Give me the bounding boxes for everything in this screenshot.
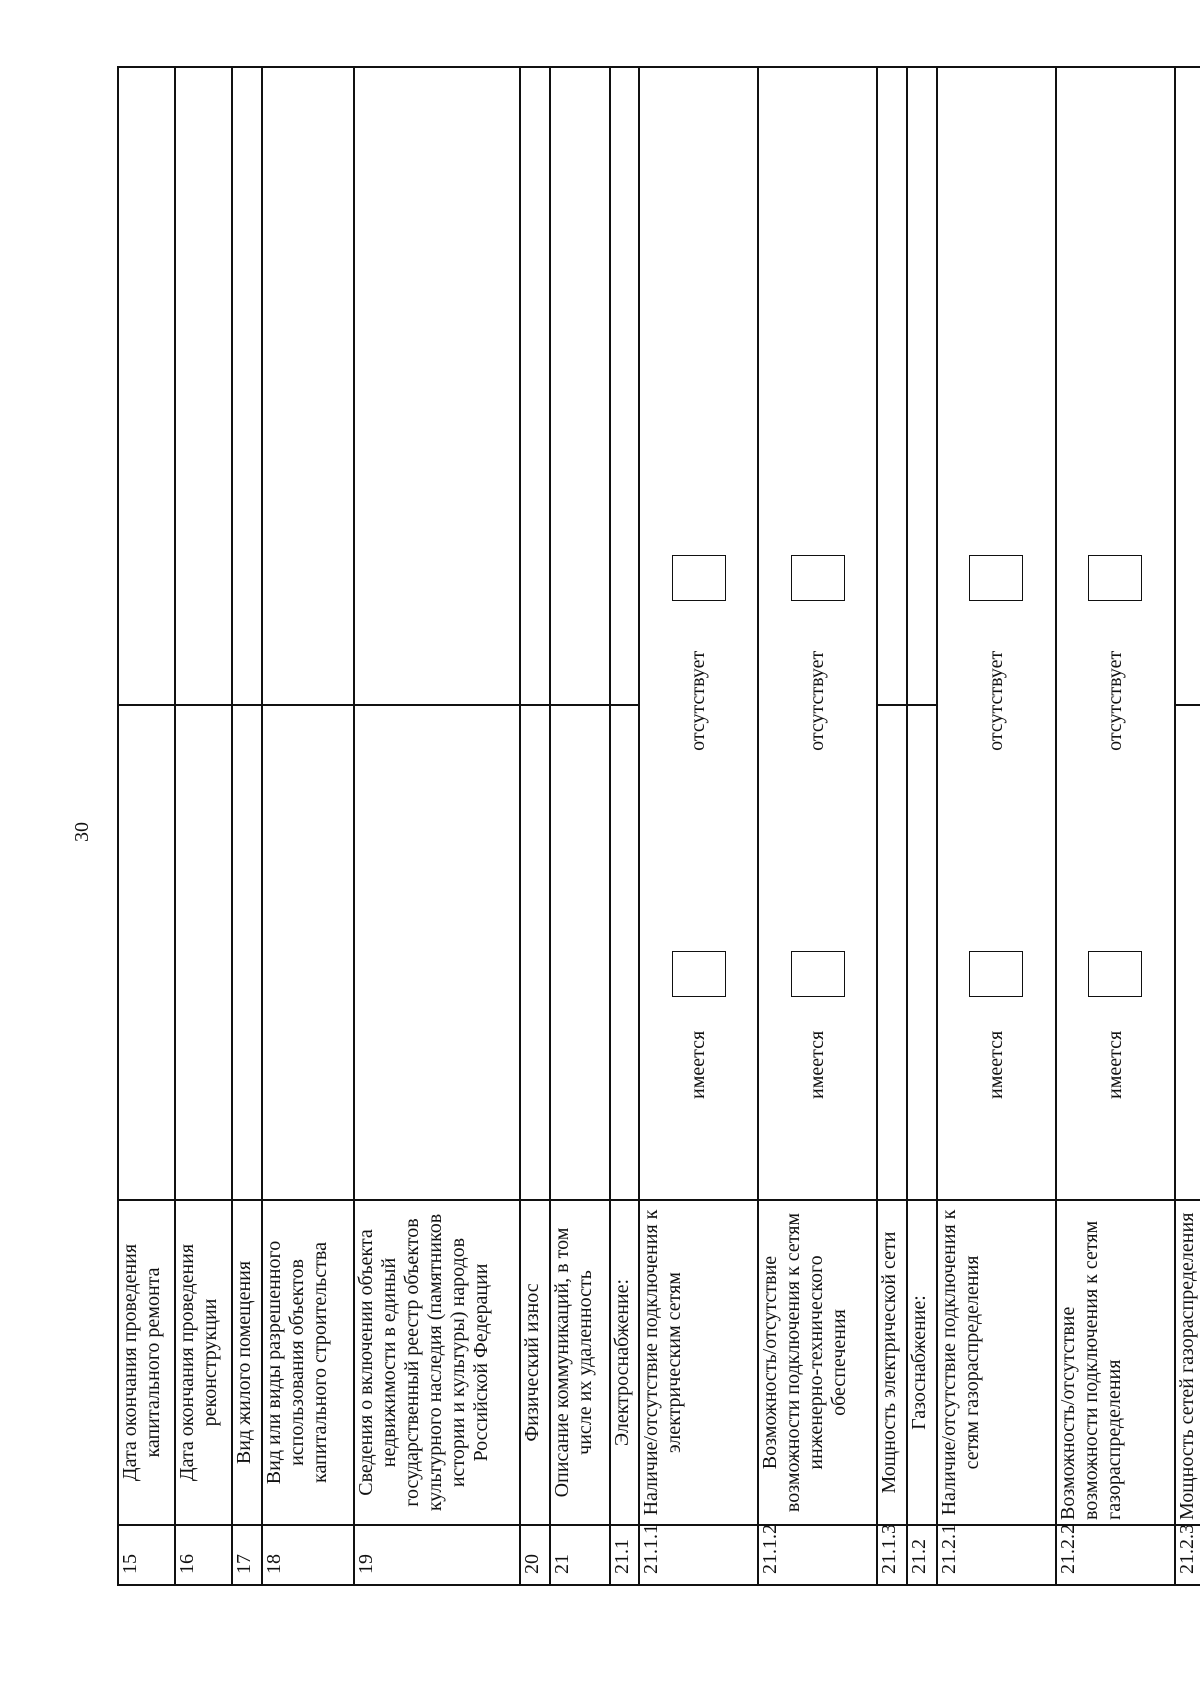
row-label: Газоснабжение: bbox=[907, 1200, 937, 1525]
option-no-label: отсутствует bbox=[687, 650, 710, 751]
value-cell-right[interactable] bbox=[907, 67, 937, 705]
options-cell bbox=[937, 67, 1056, 1200]
row-label: Возможность/отсутствие возможности подключения к сетям инженерно-технического обеспечения bbox=[758, 1200, 877, 1525]
option-yes-label: имеется bbox=[984, 1030, 1007, 1099]
table-row bbox=[550, 67, 610, 1585]
value-cell-left[interactable] bbox=[520, 705, 550, 1200]
row-label: Мощность сетей газораспределения bbox=[1175, 1200, 1200, 1525]
options-cell bbox=[1056, 67, 1175, 1200]
row-number: 21.1.3 bbox=[877, 1525, 907, 1585]
row-number: 21 bbox=[550, 1525, 610, 1585]
row-label: Наличие/отсутствие подключения к сетям газораспределения bbox=[937, 1200, 1056, 1525]
checkbox-yes[interactable] bbox=[969, 951, 1023, 997]
table-row bbox=[354, 67, 521, 1585]
row-number: 15 bbox=[118, 1525, 175, 1585]
value-cell-right[interactable] bbox=[262, 67, 354, 705]
checkbox-no[interactable] bbox=[969, 555, 1023, 601]
table-row bbox=[520, 67, 550, 1585]
value-cell-left[interactable] bbox=[118, 705, 175, 1200]
table-row bbox=[758, 67, 877, 1585]
option-yes-label: имеется bbox=[1103, 1030, 1126, 1099]
value-cell-left[interactable] bbox=[354, 705, 521, 1200]
row-number: 20 bbox=[520, 1525, 550, 1585]
row-number: 16 bbox=[175, 1525, 232, 1585]
option-no-label: отсутствует bbox=[806, 650, 829, 751]
row-number: 21.1.2 bbox=[758, 1525, 877, 1585]
options-group bbox=[759, 72, 876, 1195]
value-cell-right[interactable] bbox=[877, 67, 907, 705]
table-row bbox=[1056, 67, 1175, 1585]
options-group bbox=[640, 72, 757, 1195]
row-number: 21.2.2 bbox=[1056, 1525, 1175, 1585]
options-group bbox=[1057, 72, 1174, 1195]
checkbox-yes[interactable] bbox=[1088, 951, 1142, 997]
value-cell-right[interactable] bbox=[610, 67, 640, 705]
form-table-rotated bbox=[117, 68, 1200, 1586]
table-row bbox=[610, 67, 640, 1585]
row-label: Дата окончания проведения капитального ремонта bbox=[118, 1200, 175, 1525]
checkbox-yes[interactable] bbox=[672, 951, 726, 997]
row-label: Вид жилого помещения bbox=[232, 1200, 262, 1525]
options-cell bbox=[639, 67, 758, 1200]
value-cell-left[interactable] bbox=[175, 705, 232, 1200]
value-cell-left[interactable] bbox=[610, 705, 640, 1200]
value-cell-right[interactable] bbox=[175, 67, 232, 705]
value-cell-right[interactable] bbox=[232, 67, 262, 705]
value-cell-right[interactable] bbox=[118, 67, 175, 705]
row-label: Физический износ bbox=[520, 1200, 550, 1525]
value-cell-left[interactable] bbox=[1175, 705, 1200, 1200]
options-cell bbox=[758, 67, 877, 1200]
option-yes-label: имеется bbox=[687, 1030, 710, 1099]
value-cell-left[interactable] bbox=[232, 705, 262, 1200]
row-label: Сведения о включении объекта недвижимости в единый государственный реестр объектов культурного наследия (памятников истории и культуры) народов Российской Федерации bbox=[354, 1200, 521, 1525]
options-group bbox=[938, 72, 1055, 1195]
row-number: 21.2 bbox=[907, 1525, 937, 1585]
row-label: Вид или виды разрешенного использования объектов капитального строительства bbox=[262, 1200, 354, 1525]
row-label: Электроснабжение: bbox=[610, 1200, 640, 1525]
row-number: 19 bbox=[354, 1525, 521, 1585]
value-cell-left[interactable] bbox=[877, 705, 907, 1200]
value-cell-left[interactable] bbox=[907, 705, 937, 1200]
table-row bbox=[232, 67, 262, 1585]
row-number: 18 bbox=[262, 1525, 354, 1585]
table-row bbox=[877, 67, 907, 1585]
option-no-label: отсутствует bbox=[984, 650, 1007, 751]
value-cell-left[interactable] bbox=[550, 705, 610, 1200]
row-label: Дата окончания проведения реконструкции bbox=[175, 1200, 232, 1525]
row-label: Описание коммуникаций, в том числе их удаленность bbox=[550, 1200, 610, 1525]
row-label: Наличие/отсутствие подключения к электрическим сетям bbox=[639, 1200, 758, 1525]
table-row bbox=[262, 67, 354, 1585]
option-yes-label: имеется bbox=[806, 1030, 829, 1099]
page-number: 30 bbox=[71, 822, 93, 842]
checkbox-no[interactable] bbox=[1088, 555, 1142, 601]
row-label: Мощность электрической сети bbox=[877, 1200, 907, 1525]
checkbox-yes[interactable] bbox=[791, 951, 845, 997]
checkbox-no[interactable] bbox=[791, 555, 845, 601]
row-number: 21.2.1 bbox=[937, 1525, 1056, 1585]
property-info-table bbox=[117, 66, 1200, 1586]
value-cell-right[interactable] bbox=[354, 67, 521, 705]
value-cell-left[interactable] bbox=[262, 705, 354, 1200]
value-cell-right[interactable] bbox=[1175, 67, 1200, 705]
table-row bbox=[175, 67, 232, 1585]
table-body bbox=[118, 67, 1200, 1585]
row-number: 21.1.1 bbox=[639, 1525, 758, 1585]
table-row bbox=[639, 67, 758, 1585]
value-cell-right[interactable] bbox=[520, 67, 550, 705]
table-row bbox=[937, 67, 1056, 1585]
value-cell-right[interactable] bbox=[550, 67, 610, 705]
table-row bbox=[118, 67, 175, 1585]
row-number: 21.1 bbox=[610, 1525, 640, 1585]
row-number: 21.2.3 bbox=[1175, 1525, 1200, 1585]
row-label: Возможность/отсутствие возможности подключения к сетям газораспределения bbox=[1056, 1200, 1175, 1525]
table-row bbox=[1175, 67, 1200, 1585]
row-number: 17 bbox=[232, 1525, 262, 1585]
checkbox-no[interactable] bbox=[672, 555, 726, 601]
option-no-label: отсутствует bbox=[1103, 650, 1126, 751]
table-row bbox=[907, 67, 937, 1585]
